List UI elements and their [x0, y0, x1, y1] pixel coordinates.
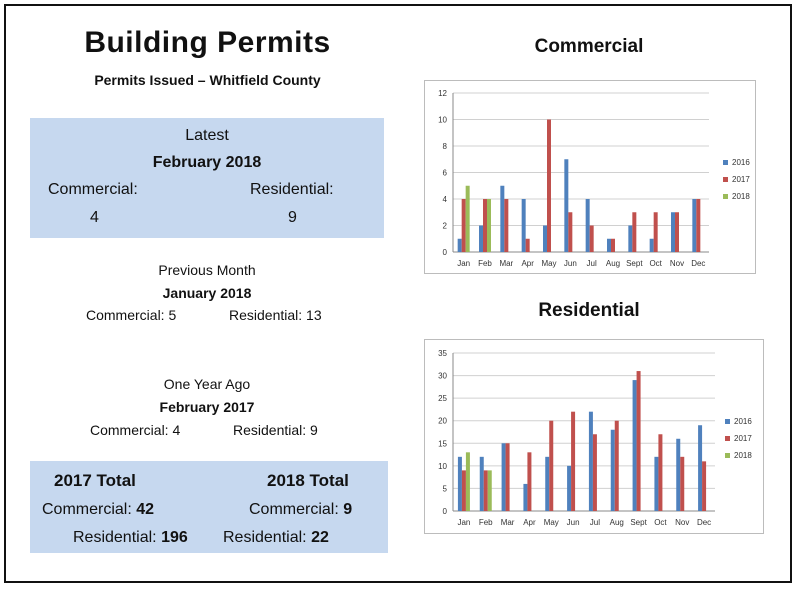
bar-2017-nov	[675, 212, 679, 252]
bar-2016-dec	[692, 199, 696, 252]
x-tick-label: Jul	[589, 518, 601, 527]
x-tick-label: Feb	[478, 259, 492, 268]
bar-2017-oct	[654, 212, 658, 252]
total-2018-commercial	[249, 501, 352, 519]
residential-chart-title: Residential	[538, 300, 640, 321]
total-2018-residential-label: Residential:	[223, 529, 307, 546]
bar-2017-sept	[637, 371, 641, 511]
legend-label-2016: 2016	[734, 417, 752, 426]
total-2017-commercial-value: 42	[136, 501, 155, 518]
y-tick-label: 5	[442, 484, 447, 494]
bar-2016-aug	[611, 430, 615, 511]
y-tick-label: 6	[442, 168, 447, 178]
x-tick-label: Apr	[523, 518, 536, 527]
total-2018-commercial-label: Commercial:	[249, 501, 339, 518]
bar-2016-jul	[586, 199, 590, 252]
y-tick-label: 30	[438, 371, 447, 381]
y-tick-label: 10	[438, 115, 447, 125]
legend-label-2017: 2017	[732, 175, 750, 184]
y-tick-label: 4	[442, 195, 447, 204]
legend-label-2018: 2018	[732, 192, 750, 201]
total-2018-residential-value: 22	[311, 529, 329, 546]
x-tick-label: Sept	[626, 259, 643, 268]
total-2017-residential-value: 196	[161, 529, 188, 546]
bar-2017-jun	[568, 212, 572, 252]
total-2018-commercial-value: 9	[343, 501, 353, 518]
bar-2017-apr	[527, 452, 531, 511]
bar-2017-feb	[483, 199, 487, 252]
bar-2016-apr	[522, 199, 526, 252]
bar-2016-jan	[458, 457, 462, 511]
bar-2018-jan	[466, 186, 470, 252]
bar-2016-mar	[500, 186, 504, 252]
previous-month-period: January 2018	[162, 285, 252, 301]
x-tick-label: Mar	[500, 518, 515, 527]
bar-2016-feb	[480, 457, 484, 511]
total-2018-residential	[223, 529, 329, 547]
bar-2017-nov	[680, 457, 684, 511]
bar-2017-aug	[615, 421, 619, 511]
bar-2016-sept	[628, 226, 632, 253]
x-tick-label: Dec	[696, 518, 712, 527]
totals-box	[30, 461, 388, 553]
x-tick-label: Jun	[566, 518, 580, 527]
bar-2018-feb	[488, 470, 492, 511]
legend-swatch-2016	[725, 419, 730, 424]
bar-2016-oct	[654, 457, 658, 511]
bar-2016-mar	[502, 443, 506, 511]
legend-label-2017: 2017	[734, 434, 752, 443]
bar-2016-may	[543, 226, 547, 253]
x-tick-label: Jan	[457, 259, 471, 268]
residential-chart-box	[424, 339, 764, 534]
bar-2016-oct	[650, 239, 654, 252]
y-tick-label: 10	[438, 461, 447, 471]
latest-residential-label: Residential:	[250, 181, 334, 198]
legend-label-2018: 2018	[734, 451, 752, 460]
legend-swatch-2018	[725, 453, 730, 458]
bar-2018-feb	[487, 199, 491, 252]
bar-2017-mar	[504, 199, 508, 252]
x-tick-label: Nov	[675, 518, 690, 527]
y-tick-label: 0	[442, 507, 447, 516]
latest-residential-value: 9	[288, 209, 297, 226]
total-2017-residential	[73, 529, 188, 547]
bar-2017-jan	[462, 470, 466, 511]
x-tick-label: Nov	[669, 259, 685, 268]
one-year-ago-residential: Residential: 9	[233, 422, 318, 438]
page-title: Building Permits	[84, 26, 331, 59]
latest-summary-box	[30, 118, 384, 238]
x-tick-label: Jun	[563, 259, 577, 268]
y-tick-label: 20	[438, 416, 447, 426]
y-tick-label: 2	[442, 221, 447, 231]
legend-swatch-2018	[723, 194, 728, 199]
legend-label-2016: 2016	[732, 158, 750, 167]
total-2017-commercial-label: Commercial:	[42, 501, 132, 518]
latest-commercial-value: 4	[90, 209, 99, 226]
y-tick-label: 15	[438, 439, 447, 449]
bar-2017-jul	[593, 434, 597, 511]
x-tick-label: Feb	[478, 518, 493, 527]
latest-commercial-label: Commercial:	[48, 181, 138, 198]
x-tick-label: Aug	[609, 518, 624, 527]
bar-2017-mar	[506, 443, 510, 511]
total-2018-title: 2018 Total	[267, 471, 349, 490]
bar-2017-oct	[658, 434, 662, 511]
x-tick-label: Apr	[521, 259, 534, 268]
legend-swatch-2017	[725, 436, 730, 441]
bar-2017-dec	[696, 199, 700, 252]
previous-month-commercial: Commercial: 5	[86, 307, 177, 323]
x-tick-label: Jan	[457, 518, 471, 527]
total-2017-commercial	[42, 501, 154, 519]
residential-chart	[425, 340, 763, 533]
x-tick-label: Dec	[691, 259, 706, 268]
commercial-chart-box	[424, 80, 756, 274]
x-tick-label: Sept	[630, 518, 647, 527]
legend-swatch-2016	[723, 160, 728, 165]
x-tick-label: Oct	[654, 518, 667, 527]
one-year-ago-heading: One Year Ago	[163, 376, 251, 392]
bar-2016-jun	[567, 466, 571, 511]
bar-2016-may	[545, 457, 549, 511]
bar-2016-nov	[671, 212, 675, 252]
x-tick-label: Oct	[649, 259, 662, 268]
x-tick-label: Aug	[605, 259, 621, 268]
bar-2017-dec	[702, 461, 706, 511]
bar-2016-sept	[633, 380, 637, 511]
y-tick-label: 35	[438, 349, 447, 358]
bar-2016-aug	[607, 239, 611, 252]
bar-2017-apr	[526, 239, 530, 252]
previous-month-heading: Previous Month	[158, 262, 256, 278]
total-2017-title: 2017 Total	[54, 471, 136, 490]
x-tick-label: Mar	[499, 259, 514, 268]
bar-2016-apr	[523, 484, 527, 511]
commercial-chart-title: Commercial	[534, 36, 644, 57]
bar-2017-jun	[571, 412, 575, 511]
bar-2017-jul	[590, 226, 594, 253]
one-year-ago-period: February 2017	[159, 399, 255, 415]
y-tick-label: 25	[438, 394, 447, 404]
x-tick-label: May	[541, 259, 557, 268]
y-tick-label: 12	[438, 89, 447, 98]
bar-2018-jan	[466, 452, 470, 511]
x-tick-label: May	[543, 518, 559, 527]
bar-2016-feb	[479, 226, 483, 253]
latest-period: February 2018	[152, 154, 262, 171]
bar-2017-may	[547, 120, 551, 253]
bar-2016-jul	[589, 412, 593, 511]
bar-2017-jan	[462, 199, 466, 252]
bar-2016-nov	[676, 439, 680, 511]
legend-swatch-2017	[723, 177, 728, 182]
bar-2017-feb	[484, 470, 488, 511]
y-tick-label: 8	[442, 142, 447, 151]
previous-month-residential: Residential: 13	[229, 307, 322, 323]
y-tick-label: 0	[442, 248, 447, 257]
bar-2016-dec	[698, 425, 702, 511]
x-tick-label: Jul	[586, 259, 597, 268]
bar-2017-aug	[611, 239, 615, 252]
bar-2017-sept	[632, 212, 636, 252]
total-2017-residential-label: Residential:	[73, 529, 157, 546]
bar-2016-jun	[564, 159, 568, 252]
page-subtitle: Permits Issued – Whitfield County	[94, 72, 321, 88]
latest-heading: Latest	[185, 127, 229, 144]
bar-2017-may	[549, 421, 553, 511]
one-year-ago-commercial: Commercial: 4	[90, 422, 181, 438]
commercial-chart	[425, 81, 755, 273]
bar-2016-jan	[458, 239, 462, 252]
